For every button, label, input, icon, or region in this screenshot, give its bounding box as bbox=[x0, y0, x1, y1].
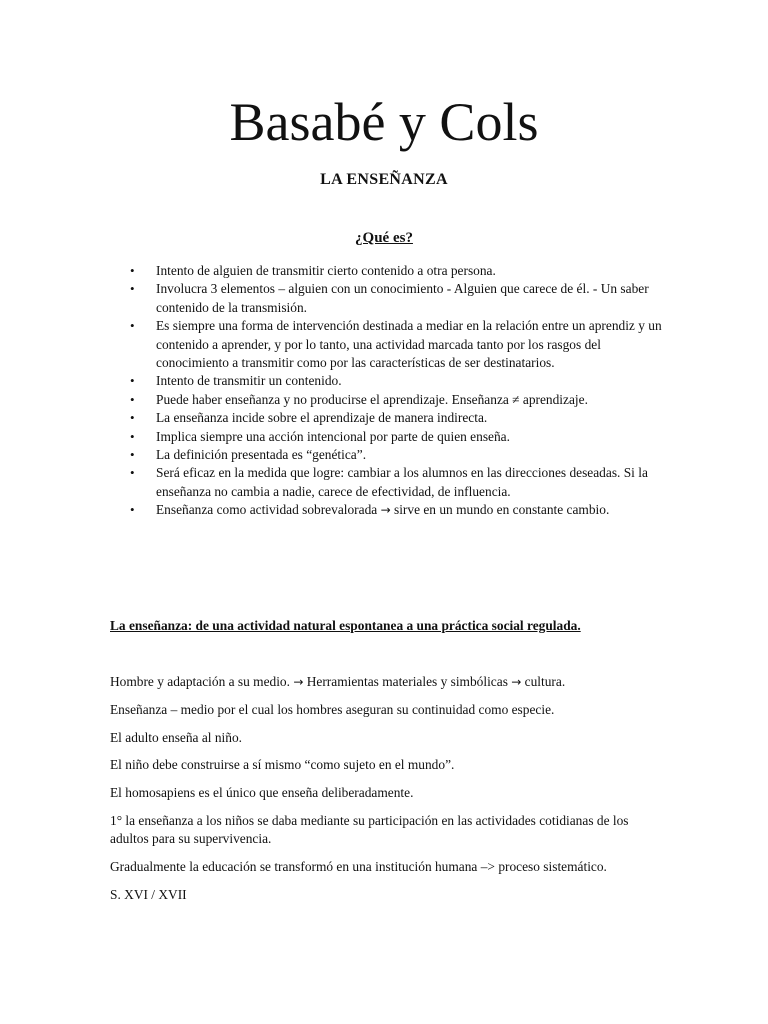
bullet-item bbox=[128, 391, 668, 409]
paragraph-text: cultura. bbox=[521, 674, 566, 689]
bullet-text: La enseñanza incide sobre el aprendizaje de manera indirecta. bbox=[156, 410, 488, 426]
section-heading: La enseñanza: de una actividad natural espontanea a una práctica social regulada. bbox=[110, 618, 581, 633]
paragraph: Gradualmente la educación se transformó en una institución humana –> proceso sistemático. bbox=[110, 858, 607, 874]
right-arrow-icon: → bbox=[293, 675, 304, 689]
bullet-icon: • bbox=[130, 391, 135, 407]
bullet-text: La definición presentada es “genética”. bbox=[156, 447, 367, 463]
paragraph: S. XVI / XVII bbox=[110, 886, 187, 902]
bullet-item bbox=[128, 280, 668, 317]
bullet-text: Intento de transmitir un contenido. bbox=[156, 373, 342, 389]
body-paragraphs bbox=[110, 673, 670, 913]
bullet-text: Será eficaz en la medida que logre: cambiar a los alumnos en las direcciones deseadas. Si la enseñanza no cambia a nadie, carece de efectividad, de influencia. bbox=[156, 465, 648, 499]
bullet-item bbox=[128, 428, 668, 446]
bullet-icon: • bbox=[130, 318, 135, 334]
bullet-icon: • bbox=[130, 263, 135, 278]
bullet-text-after-arrow: sirve en un mundo en constante cambio. bbox=[390, 502, 610, 518]
bullet-item bbox=[128, 317, 668, 372]
bullet-item bbox=[128, 262, 668, 280]
paragraph: El homosapiens es el único que enseña deliberadamente. bbox=[110, 785, 414, 801]
bullet-text: Puede haber enseñanza y no producirse el aprendizaje. Enseñanza ≠ aprendizaje. bbox=[156, 391, 588, 407]
bullet-icon: • bbox=[130, 281, 135, 297]
paragraph: Enseñanza – medio por el cual los hombres aseguran su continuidad como especie. bbox=[110, 701, 555, 717]
bullet-text: Implica siempre una acción intencional por parte de quien enseña. bbox=[156, 428, 510, 444]
paragraph: El niño debe construirse a sí mismo “como sujeto en el mundo”. bbox=[110, 757, 455, 773]
bullet-item bbox=[128, 464, 668, 501]
bullet-icon: • bbox=[130, 410, 135, 426]
paragraph-text: Herramientas materiales y simbólicas bbox=[303, 674, 512, 689]
definition-bullet-list bbox=[128, 262, 668, 520]
bullet-text: Involucra 3 elementos – alguien con un conocimiento - Alguien que carece de él. - Un saber contenido de la transmisión. bbox=[156, 281, 649, 315]
section-question-heading: ¿Qué es? bbox=[355, 230, 413, 246]
document-subtitle: LA ENSEÑANZA bbox=[320, 171, 448, 188]
bullet-item bbox=[128, 501, 668, 519]
right-arrow-icon: → bbox=[380, 503, 391, 518]
bullet-text: Es siempre una forma de intervención destinada a mediar en la relación entre un aprendiz y un contenido a aprender, y por lo tanto, una actividad marcada tanto por los rasgos del conocimiento a transmitir como por las características de ser destinatarios. bbox=[156, 318, 662, 371]
paragraph: El adulto enseña al niño. bbox=[110, 729, 243, 745]
bullet-icon: • bbox=[130, 502, 135, 518]
bullet-item bbox=[128, 372, 668, 390]
paragraph-text: Hombre y adaptación a su medio. bbox=[110, 674, 294, 689]
bullet-item bbox=[128, 409, 668, 427]
paragraph bbox=[110, 673, 670, 691]
right-arrow-icon: → bbox=[511, 675, 522, 689]
document-title: Basabé y Cols bbox=[229, 92, 539, 152]
bullet-icon: • bbox=[130, 465, 135, 481]
bullet-icon: • bbox=[130, 447, 135, 463]
bullet-icon: • bbox=[130, 428, 135, 444]
bullet-text-before-arrow: Enseñanza como actividad sobrevalorada bbox=[156, 502, 381, 518]
paragraph: 1° la enseñanza a los niños se daba mediante su participación en las actividades cotidianas de los adultos para su supervivencia. bbox=[110, 812, 629, 846]
bullet-item bbox=[128, 446, 668, 464]
bullet-icon: • bbox=[130, 373, 135, 389]
bullet-text: Intento de alguien de transmitir cierto contenido a otra persona. bbox=[156, 263, 496, 278]
